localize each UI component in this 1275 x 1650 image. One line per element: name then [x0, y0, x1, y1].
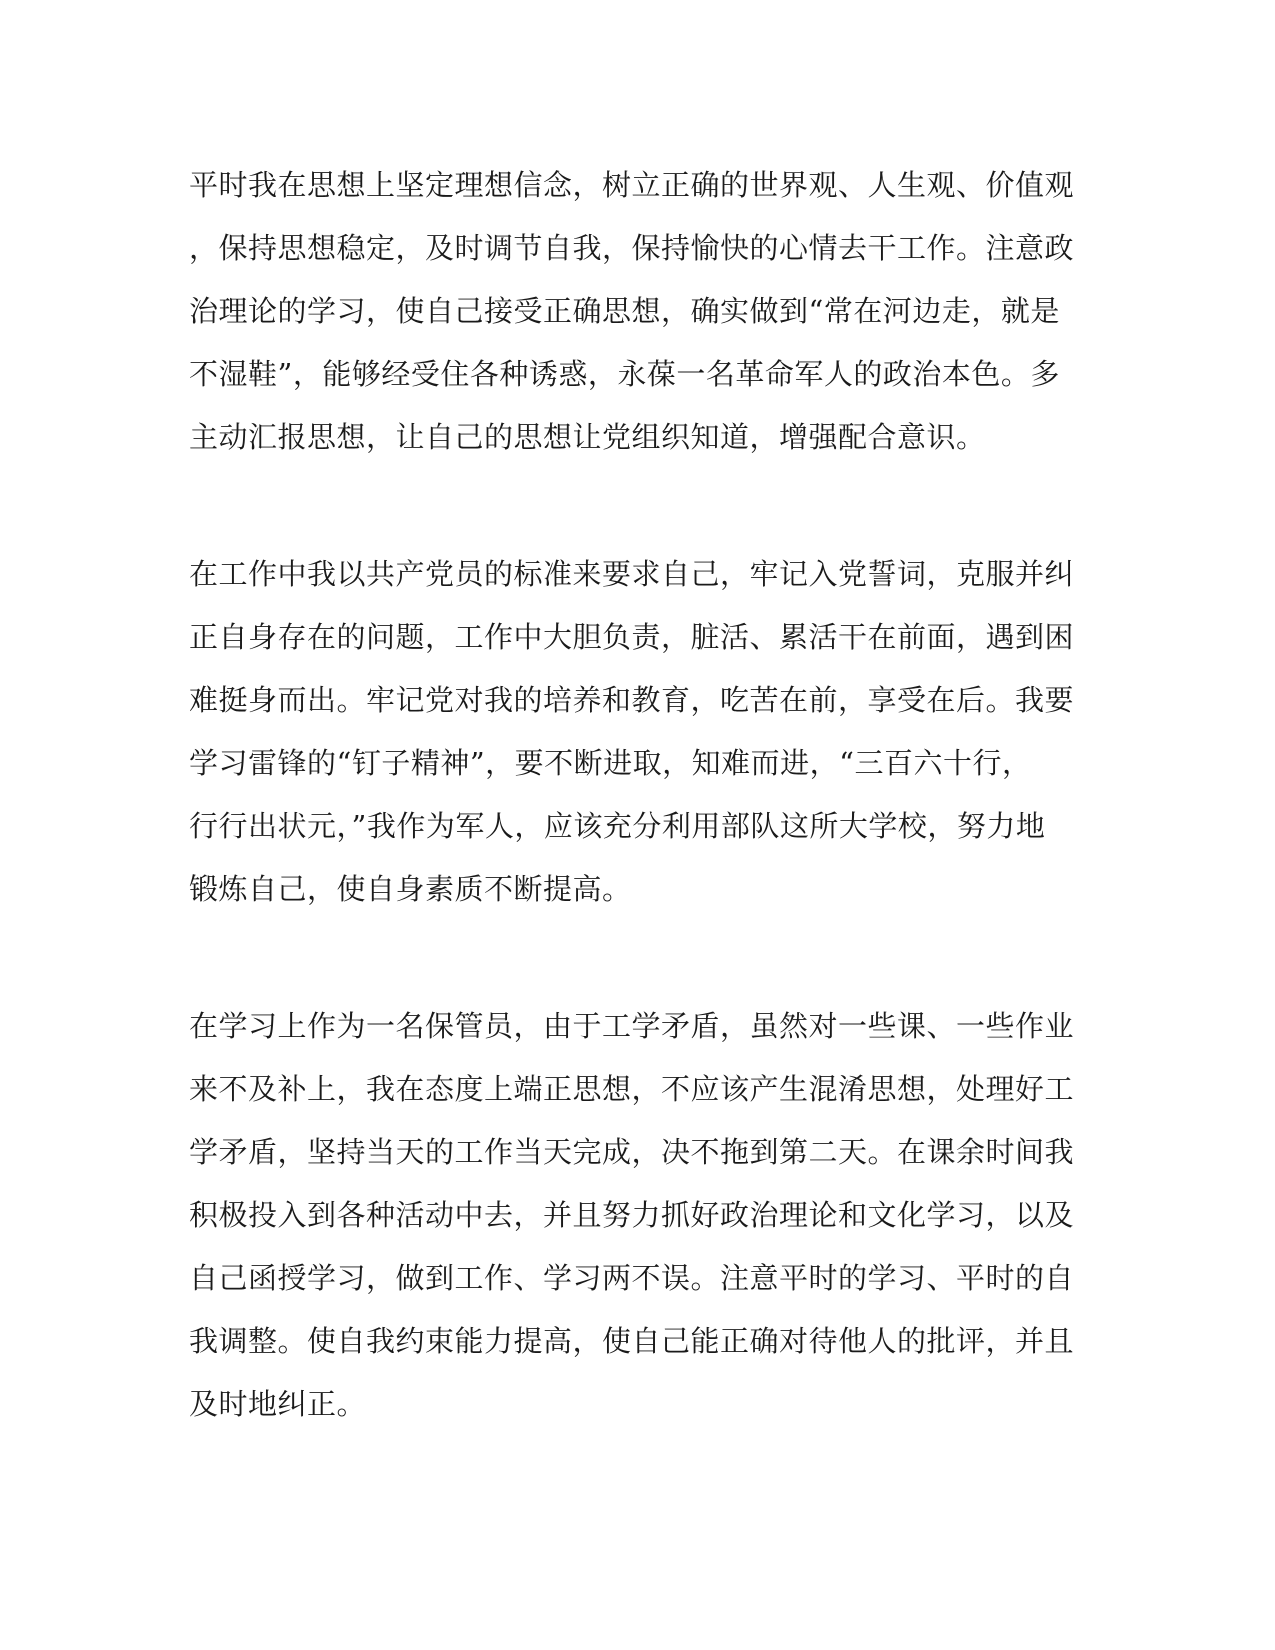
text-line: 我调整。使自我约束能力提高，使自己能正确对待他人的批评，并且	[189, 1324, 1075, 1358]
text-line: 学习雷锋的“钉子精神”，要不断进取，知难而进，“三百六十行，	[189, 746, 1032, 780]
text-line: ，保持思想稳定，及时调节自我，保持愉快的心情去干工作。注意政	[189, 231, 1075, 265]
text-line: 及时地纠正。	[189, 1387, 367, 1421]
text-line: 来不及补上，我在态度上端正思想，不应该产生混淆思想，处理好工	[189, 1072, 1075, 1106]
text-line: 学矛盾，坚持当天的工作当天完成，决不拖到第二天。在课余时间我	[189, 1135, 1075, 1169]
text-line: 治理论的学习，使自己接受正确思想，确实做到“常在河边走，就是	[189, 294, 1060, 328]
text-line: 积极投入到各种活动中去，并且努力抓好政治理论和文化学习，以及	[189, 1198, 1075, 1232]
text-line: 正自身存在的问题，工作中大胆负责，脏活、累活干在前面，遇到困	[189, 620, 1075, 654]
text-line: 在学习上作为一名保管员，由于工学矛盾，虽然对一些课、一些作业	[189, 1009, 1075, 1043]
text-line: 行行出状元，”我作为军人，应该充分利用部队这所大学校，努力地	[189, 809, 1046, 843]
text-line: 平时我在思想上坚定理想信念，树立正确的世界观、人生观、价值观	[189, 168, 1075, 202]
text-line: 不湿鞋”，能够经受住各种诱惑，永葆一名革命军人的政治本色。多	[189, 357, 1060, 391]
text-line: 自己函授学习，做到工作、学习两不误。注意平时的学习、平时的自	[189, 1261, 1075, 1295]
text-line: 在工作中我以共产党员的标准来要求自己，牢记入党誓词，克服并纠	[189, 557, 1075, 591]
text-line: 难挺身而出。牢记党对我的培养和教育，吃苦在前，享受在后。我要	[189, 683, 1075, 717]
paragraph-thought	[189, 154, 1075, 469]
text-line: 锻炼自己，使自身素质不断提高。	[189, 872, 632, 906]
text-line: 主动汇报思想，让自己的思想让党组织知道，增强配合意识。	[189, 420, 986, 454]
paragraph-study	[189, 995, 1075, 1436]
paragraph-work	[189, 543, 1075, 921]
